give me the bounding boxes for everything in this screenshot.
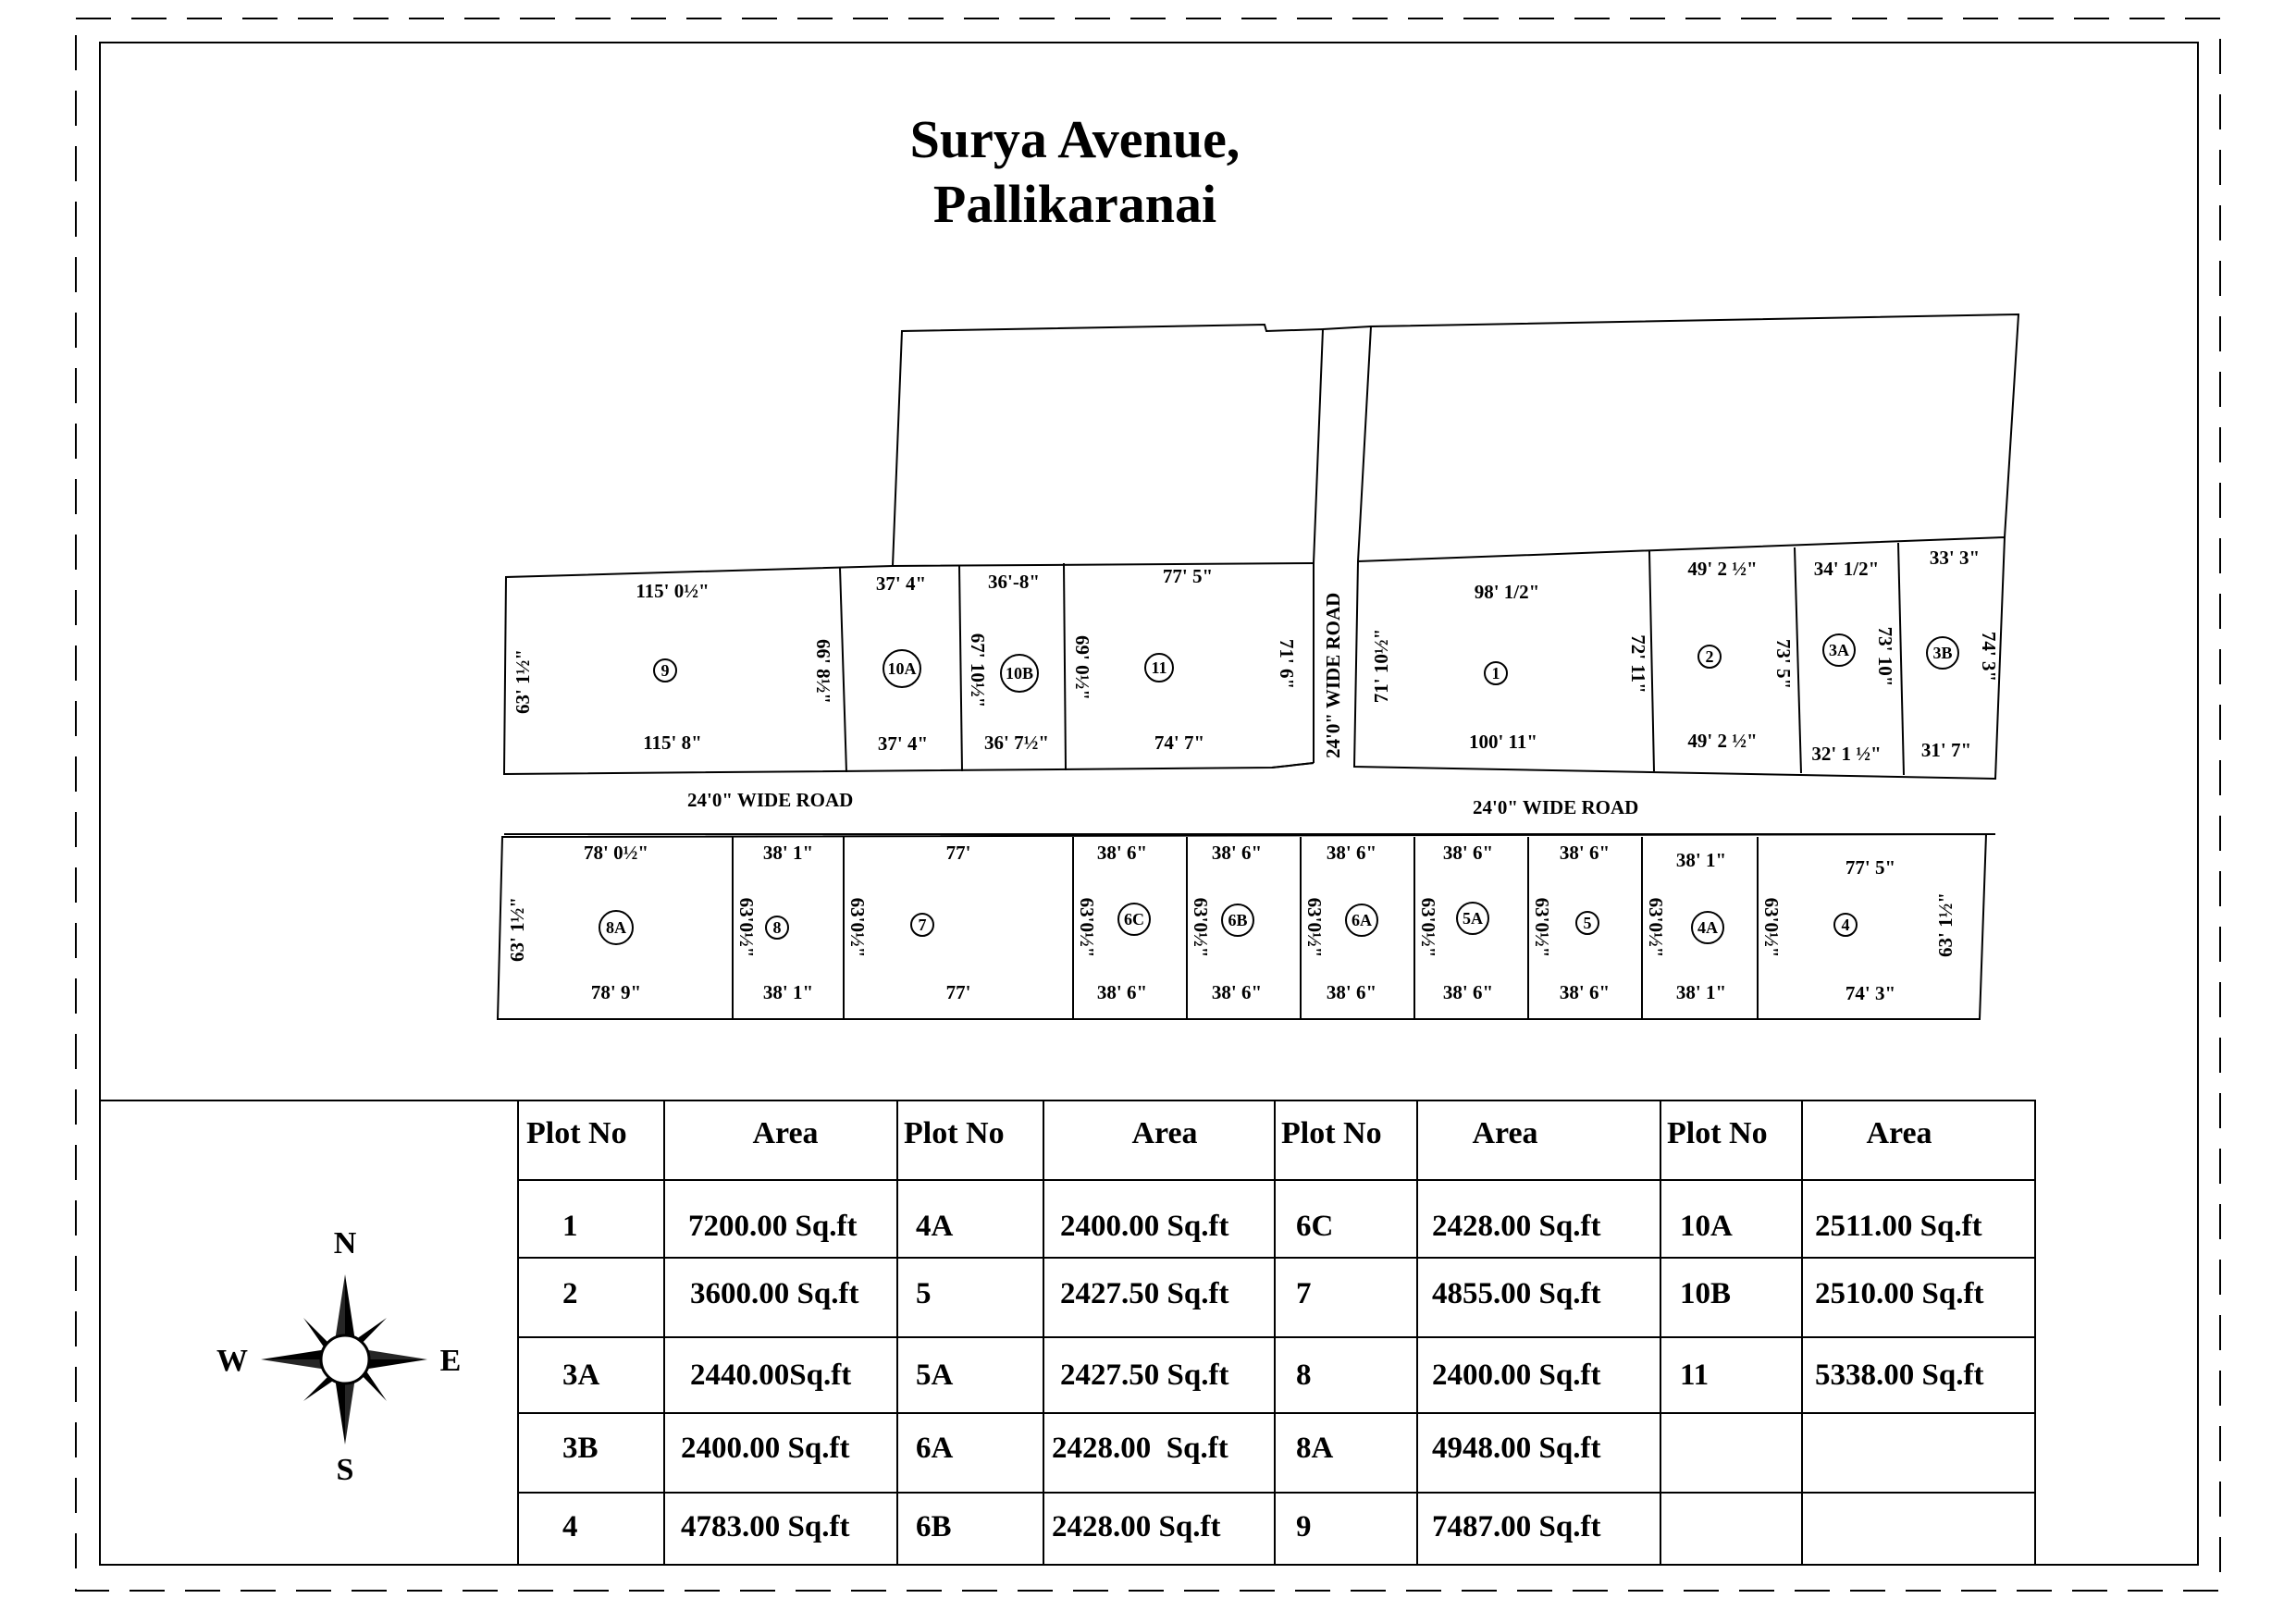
- plot-6c: [1076, 842, 1150, 1003]
- table-cell: 4A: [916, 1210, 954, 1243]
- plot-5a-bottom-dim: 38' 6": [1442, 981, 1494, 1003]
- table-cell: 2400.00 Sq.ft: [1432, 1359, 1601, 1392]
- plot-6c-top-dim: 38' 6": [1096, 842, 1148, 864]
- vertical-road-bottom-west: [1272, 763, 1314, 768]
- table-cell: 7: [1296, 1277, 1312, 1310]
- table-row: [562, 1210, 1982, 1243]
- plot-4a: [1645, 849, 1726, 1003]
- plot-5a-marker: [1457, 903, 1488, 934]
- plot-7-marker: [911, 914, 933, 936]
- plot-4a-marker: [1692, 912, 1723, 943]
- plot-8-left-dim: 63'0½": [735, 897, 758, 958]
- plot-3a-right-dim: 73' 10": [1874, 626, 1896, 687]
- plot-3a-top-dim: 34' 1/2": [1813, 558, 1880, 580]
- plot-4-left-dim: 63'0½": [1760, 897, 1783, 958]
- plot-6a-left-dim: 63'0½": [1303, 897, 1326, 958]
- plot-4a-bottom-dim: 38' 1": [1675, 981, 1727, 1003]
- plot-10b-marker: [1001, 655, 1038, 692]
- svg-text:8: 8: [772, 918, 782, 937]
- svg-text:10A: 10A: [887, 659, 917, 678]
- compass-west: W: [216, 1344, 248, 1378]
- plot-1: [1370, 581, 1649, 753]
- title-line-1: Surya Avenue,: [909, 109, 1241, 169]
- svg-text:10B: 10B: [1005, 664, 1034, 682]
- plot-5a-top-dim: 38' 6": [1442, 842, 1494, 864]
- plot-8a-left-dim: 63' 1½": [506, 897, 528, 962]
- svg-text:5A: 5A: [1463, 909, 1483, 928]
- plot-3b-right-dim: 74' 3": [1978, 631, 2000, 682]
- table-row: [562, 1510, 1600, 1543]
- table-cell: 4948.00 Sq.ft: [1432, 1432, 1601, 1465]
- table-header: Area: [1472, 1116, 1538, 1150]
- table-cell: 7200.00 Sq.ft: [688, 1210, 858, 1243]
- plot-5a: [1417, 842, 1493, 1003]
- plot-3a-bottom-dim: 32' 1 ½": [1811, 743, 1882, 765]
- table-cell: 6C: [1296, 1210, 1334, 1243]
- plot-10a-marker: [883, 650, 920, 687]
- plot-10a: [876, 572, 928, 755]
- plot-2: [1687, 558, 1795, 752]
- plot-6a-top-dim: 38' 6": [1326, 842, 1377, 864]
- table-cell: 8: [1296, 1359, 1312, 1392]
- plot-4: [1760, 856, 1957, 1004]
- svg-text:8A: 8A: [606, 918, 626, 937]
- svg-text:7: 7: [918, 916, 927, 934]
- table-cell: 1: [562, 1210, 578, 1243]
- plot-10b-left-dim: 67' 10½": [967, 633, 989, 708]
- plot-1-bottom-dim: 100' 11": [1468, 731, 1538, 753]
- table-cell: 2: [562, 1277, 578, 1310]
- table-cell: 4855.00 Sq.ft: [1432, 1277, 1601, 1310]
- plot-9: [512, 580, 834, 754]
- table-cell: 2400.00 Sq.ft: [681, 1432, 850, 1465]
- svg-text:2: 2: [1705, 647, 1714, 666]
- plot-11-right-dim: 71' 6": [1276, 638, 1298, 690]
- table-cell: 5338.00 Sq.ft: [1815, 1359, 1984, 1392]
- table-cell: 2427.50 Sq.ft: [1060, 1277, 1229, 1310]
- road-label: 24'0" WIDE ROAD: [687, 789, 854, 811]
- table-header: Plot No: [1281, 1116, 1382, 1150]
- plot-6b-marker: [1222, 904, 1253, 936]
- plot-2-bottom-dim: 49' 2 ½": [1687, 730, 1758, 752]
- plot-8-bottom-dim: 38' 1": [762, 981, 814, 1003]
- compass-rose: [216, 1226, 461, 1487]
- plot-11-bottom-dim: 74' 7": [1154, 732, 1205, 754]
- svg-text:4: 4: [1841, 916, 1850, 934]
- plot-4a-left-dim: 63'0½": [1645, 897, 1667, 958]
- plot-3b-top-dim: 33' 3": [1929, 547, 1981, 569]
- table-header: Area: [752, 1116, 819, 1150]
- plot-4-right-dim: 63' 1½": [1934, 892, 1957, 957]
- svg-text:11: 11: [1151, 658, 1167, 677]
- table-cell: 10B: [1680, 1277, 1732, 1310]
- plot-8a-top-dim: 78' 0½": [584, 842, 648, 864]
- plot-6a-marker: [1346, 904, 1377, 936]
- plot-4a-top-dim: 38' 1": [1675, 849, 1727, 871]
- plot-7: [846, 842, 970, 1003]
- plot-6c-bottom-dim: 38' 6": [1096, 981, 1148, 1003]
- plot-10b-top-dim: 36'-8": [988, 571, 1040, 593]
- table-cell: 5: [916, 1277, 932, 1310]
- plot-6b: [1190, 842, 1262, 1003]
- plot-1-top-dim: 98' 1/2": [1474, 581, 1540, 603]
- plot-9-bottom-dim: 115' 8": [643, 732, 702, 754]
- table-header: Plot No: [904, 1116, 1005, 1150]
- table-cell: 4: [562, 1510, 578, 1543]
- table-header: Plot No: [1667, 1116, 1768, 1150]
- plot-11-top-dim: 77' 5": [1162, 565, 1214, 587]
- svg-text:5: 5: [1583, 914, 1592, 932]
- plot-1-left-dim: 71' 10½": [1370, 628, 1392, 704]
- compass-north: N: [333, 1226, 357, 1260]
- svg-text:6B: 6B: [1228, 911, 1248, 929]
- plot-5a-left-dim: 63'0½": [1417, 897, 1439, 958]
- plot-6b-top-dim: 38' 6": [1211, 842, 1263, 864]
- plot-5-top-dim: 38' 6": [1559, 842, 1611, 864]
- table-row: [562, 1359, 1983, 1392]
- plot-4-marker: [1834, 914, 1857, 936]
- divider: [959, 565, 962, 771]
- table-cell: 3600.00 Sq.ft: [690, 1277, 859, 1310]
- table-cell: 10A: [1680, 1210, 1733, 1243]
- plot-10a-top-dim: 37' 4": [875, 572, 927, 595]
- plot-10b-bottom-dim: 36' 7½": [984, 732, 1049, 754]
- table-cell: 3A: [562, 1359, 600, 1392]
- plot-8a-bottom-dim: 78' 9": [590, 981, 642, 1003]
- plot-11-marker: [1145, 654, 1173, 682]
- table-cell: 8A: [1296, 1432, 1334, 1465]
- plot-11: [1071, 565, 1298, 754]
- divider: [1898, 543, 1904, 775]
- divider: [1064, 563, 1066, 770]
- plot-7-left-dim: 63'0½": [846, 897, 869, 958]
- svg-text:6A: 6A: [1352, 911, 1372, 929]
- road-label: 24'0" WIDE ROAD: [1322, 592, 1344, 758]
- plot-3b-marker: [1927, 637, 1958, 669]
- svg-text:3A: 3A: [1829, 641, 1849, 659]
- svg-text:6C: 6C: [1124, 910, 1144, 928]
- svg-text:3B: 3B: [1932, 644, 1953, 662]
- upper-parcel-right: [1358, 314, 2018, 561]
- plot-2-right-dim: 73' 5": [1772, 638, 1795, 690]
- plot-1-right-dim: 72' 11": [1627, 634, 1649, 694]
- compass-east: E: [439, 1344, 462, 1378]
- plot-3a-marker: [1823, 634, 1855, 666]
- table-cell: 2428.00 Sq.ft: [1052, 1510, 1221, 1543]
- table-cell: 6B: [916, 1510, 952, 1543]
- svg-text:1: 1: [1491, 664, 1500, 682]
- plot-8: [735, 842, 813, 1003]
- divider: [840, 568, 846, 772]
- svg-text:9: 9: [660, 661, 670, 680]
- plot-6c-marker: [1118, 904, 1150, 935]
- table-cell: 6A: [916, 1432, 954, 1465]
- plot-5-bottom-dim: 38' 6": [1559, 981, 1611, 1003]
- plot-1-marker: [1485, 662, 1507, 684]
- plot-2-marker: [1698, 646, 1721, 668]
- plot-10b: [967, 571, 1049, 754]
- divider: [1795, 547, 1801, 773]
- plot-10a-bottom-dim: 37' 4": [877, 732, 929, 755]
- table-cell: 3B: [562, 1432, 599, 1465]
- table-cell: 2428.00 Sq.ft: [1052, 1432, 1228, 1465]
- plot-6b-bottom-dim: 38' 6": [1211, 981, 1263, 1003]
- plot-9-marker: [654, 659, 676, 682]
- plot-6a-bottom-dim: 38' 6": [1326, 981, 1377, 1003]
- table-cell: 5A: [916, 1359, 954, 1392]
- plot-8a-marker: [599, 911, 633, 944]
- plot-8-top-dim: 38' 1": [762, 842, 814, 864]
- plot-9-top-dim: 115' 0½": [636, 580, 710, 602]
- plot-3b-bottom-dim: 31' 7": [1920, 739, 1972, 761]
- plot-7-bottom-dim: 77': [945, 981, 971, 1003]
- table-cell: 2400.00 Sq.ft: [1060, 1210, 1229, 1243]
- table-row: [562, 1432, 1600, 1465]
- title-line-2: Pallikaranai: [932, 174, 1217, 234]
- plot-6b-left-dim: 63'0½": [1190, 897, 1212, 958]
- plot-6c-left-dim: 63'0½": [1076, 897, 1098, 958]
- plot-11-left-dim: 69' 0½": [1071, 635, 1093, 700]
- table-cell: 2427.50 Sq.ft: [1060, 1359, 1229, 1392]
- table-header: Area: [1131, 1116, 1198, 1150]
- plot-5: [1531, 842, 1610, 1003]
- plot-8-marker: [766, 916, 788, 939]
- table-cell: 2440.00Sq.ft: [690, 1359, 852, 1392]
- plot-5-left-dim: 63'0½": [1531, 897, 1553, 958]
- plot-4-top-dim: 77' 5": [1845, 856, 1896, 879]
- table-cell: 7487.00 Sq.ft: [1432, 1510, 1601, 1543]
- table-cell: 2511.00 Sq.ft: [1815, 1210, 1982, 1243]
- top-row-east-block: [1354, 537, 2005, 779]
- vertical-road-edge: [1323, 326, 1371, 329]
- compass-icon: [261, 1274, 427, 1445]
- table-header: Plot No: [526, 1116, 627, 1150]
- plot-9-right-dim: 66' 8½": [812, 639, 834, 704]
- plot-7-top-dim: 77': [945, 842, 971, 864]
- plot-6a: [1303, 842, 1377, 1003]
- plot-2-top-dim: 49' 2 ½": [1687, 558, 1758, 580]
- upper-parcel-left: [893, 325, 1323, 566]
- plot-3a: [1811, 558, 1896, 765]
- plot-9-left-dim: 63' 1½": [512, 649, 534, 714]
- table-row: [562, 1277, 1983, 1310]
- table-header: Area: [1866, 1116, 1932, 1150]
- table-cell: 4783.00 Sq.ft: [681, 1510, 850, 1543]
- compass-south: S: [336, 1453, 354, 1487]
- svg-text:4A: 4A: [1697, 918, 1718, 937]
- plot-8a: [506, 842, 648, 1003]
- table-cell: 11: [1680, 1359, 1710, 1392]
- table-cell: 2510.00 Sq.ft: [1815, 1277, 1984, 1310]
- table-cell: 9: [1296, 1510, 1312, 1543]
- plot-4-bottom-dim: 74' 3": [1845, 982, 1896, 1004]
- table-cell: 2428.00 Sq.ft: [1432, 1210, 1601, 1243]
- plot-5-marker: [1576, 912, 1599, 934]
- area-table: [518, 1100, 2035, 1565]
- road-label: 24'0" WIDE ROAD: [1473, 796, 1639, 818]
- plot-3b: [1921, 547, 2000, 761]
